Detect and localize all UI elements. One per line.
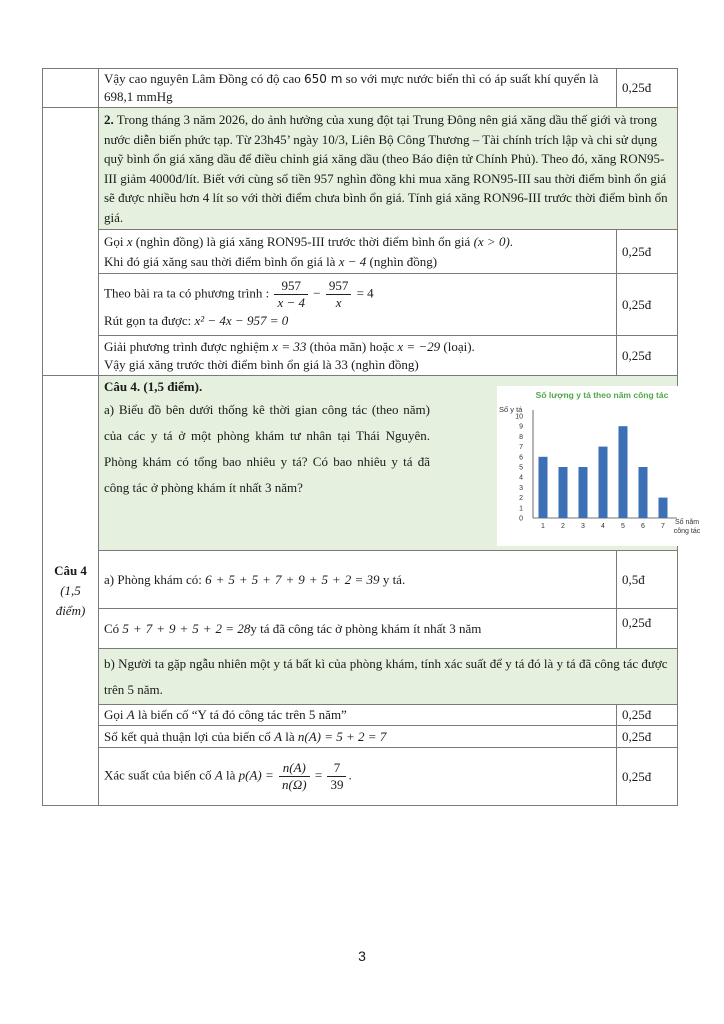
y-tick-label: 10 xyxy=(515,413,523,421)
score: 0,25đ xyxy=(617,274,678,336)
table-row xyxy=(43,551,678,609)
sum-term: 5 xyxy=(228,571,235,587)
x-axis-label: Số năm công tác xyxy=(673,519,701,535)
score: 0,25đ xyxy=(617,230,678,274)
solution-2-step1: Gọi x (nghìn đồng) là giá xăng RON95-III trước thời điểm bình ổn giá (x > 0). Khi đó giá xăng sau thời điểm bình ổn giá là x − 4 (nghìn đồng) xyxy=(99,230,617,274)
row1-text: Vậy cao nguyên Lâm Đồng có độ cao 650 m so với mực nước biển thì có áp suất khí quyển là 698,1 mmHg xyxy=(99,69,617,108)
sum-term: 2 xyxy=(215,620,223,636)
plus-sign: + xyxy=(202,620,212,636)
sum-term: 5 xyxy=(192,620,199,636)
solution-2-step2: Theo bài ra ta có phương trình : $\frac{957}{x - 4}$ − $\frac{957}{x}$ = 4 Rút gọn ta được: x² − 4x − 957 = 0 xyxy=(99,274,617,336)
score: 0,25đ xyxy=(617,726,678,748)
solution-2-step3: Giải phương trình được nghiệm x = 33 (thỏa mãn) hoặc x = −29 (loại). Vậy giá xăng trước thời điểm bình ổn giá là 33 (nghìn đồng) xyxy=(99,336,617,376)
answer-table xyxy=(42,68,701,806)
fraction: $\frac{7}{39}$ xyxy=(327,760,346,793)
score: 0,25đ xyxy=(617,69,678,108)
problem-2-text: 2. Trong tháng 3 năm 2026, do ảnh hưởng của xung đột tại Trung Đông nên giá xăng dầu thế giới và trong nước diễn biến phức tạp. Từ 23h45’ ngày 10/3, Liên Bộ Công Thương – Tài chính trích lập và chi sử dụng quỹ bình ổn giá xăng dầu để điều chỉnh giá xăng dầu (theo Báo điện tử Chính Phủ). Theo đó, xăng RON95-III giảm 4000đ/lít. Biết với cùng số tiền 957 nghìn đồng khi mua xăng RON95-III sau thời điểm bình ổn giá sẽ được nhiều hơn 4 lít so với thời điểm chưa bình ổn giá. Tính giá xăng RON96-III trước thời điểm bình ổn giá. xyxy=(99,108,678,230)
plus-sign: + xyxy=(285,571,295,587)
chart-title: Số lượng y tá theo năm công tác xyxy=(535,390,669,400)
x-tick-label: 6 xyxy=(641,523,645,530)
answer-b3: Xác suất của biến cố A là p(A) = $\frac{n(A)}{n(\Omega)}$ = $\frac{7}{39}$ . xyxy=(99,748,617,806)
y-tick-label: 5 xyxy=(519,464,523,472)
table-row xyxy=(43,748,678,806)
fraction: $\frac{957}{x}$ xyxy=(326,278,352,311)
page-number: 3 xyxy=(358,948,366,964)
y-tick-label: 7 xyxy=(519,444,523,452)
table-row xyxy=(43,108,678,230)
sum-term: 9 xyxy=(168,620,176,636)
y-tick-label: 1 xyxy=(519,505,523,513)
bar xyxy=(619,426,628,518)
bar xyxy=(599,447,608,518)
plus-sign: + xyxy=(332,571,341,587)
question-4-text: Câu 4. (1,5 điểm). a) Biểu đồ bên dưới thống kê thời gian công tác (theo năm) của các y tá ở một phòng khám tư nhân tại Thái Nguyên. Phòng khám có tổng bao nhiêu y tá? Có bao nhiêu y tá đã công tác ở phòng khám ít nhất 3 năm? Số lượng y tá theo năm công tác Số y tá 0 1 2 3 4 5 6 7 8 9 10 1 2 3 4 5 6 7 Số năm công tác xyxy=(99,376,678,551)
table-row xyxy=(43,230,678,274)
table-row xyxy=(43,705,678,726)
answer-a2: Có 5 + 7 + 9 + 5 + 2 = 28y tá đã công tác ở phòng khám ít nhất 3 năm xyxy=(99,609,617,649)
sum-term: 5 xyxy=(122,620,129,636)
score: 0,5đ xyxy=(617,551,678,609)
plus-sign: + xyxy=(238,571,248,587)
sum-term: 2 xyxy=(344,571,352,587)
bar-chart xyxy=(497,386,707,546)
y-axis-label: Số y tá xyxy=(499,405,523,414)
x-tick-label: 2 xyxy=(561,523,565,530)
x-tick-label: 7 xyxy=(661,523,665,530)
y-tick-label: 6 xyxy=(519,454,523,462)
question-label: Câu 4 (1,5 điểm) xyxy=(43,376,99,806)
plus-sign: + xyxy=(156,620,165,636)
y-tick-label: 2 xyxy=(519,495,523,503)
bar xyxy=(639,467,648,518)
x-tick-label: 1 xyxy=(541,523,545,530)
plus-sign: + xyxy=(179,620,189,636)
x-tick-label: 5 xyxy=(621,523,625,530)
table-row xyxy=(43,726,678,748)
sum-term: 5 xyxy=(251,571,259,587)
sum-term: 7 xyxy=(274,571,282,587)
bar-chart-svg xyxy=(497,386,707,546)
bar xyxy=(659,498,668,518)
answer-a1: a) Phòng khám có: 6 + 5 + 5 + 7 + 9 + 5 + 2 = 39 y tá. xyxy=(99,551,617,609)
y-tick-label: 8 xyxy=(519,433,523,441)
score: 0,25đ xyxy=(617,705,678,726)
sum-term: 7 xyxy=(145,620,153,636)
score: 0,25đ xyxy=(617,609,678,649)
plus-sign: + xyxy=(308,571,318,587)
y-tick-label: 4 xyxy=(519,474,523,482)
table-row xyxy=(43,69,678,108)
plus-sign: + xyxy=(215,571,225,587)
score: 0,25đ xyxy=(617,336,678,376)
sum-terms xyxy=(205,572,351,587)
table-row xyxy=(43,274,678,336)
y-tick-label: 9 xyxy=(519,423,523,431)
answer-b1: Gọi A là biến cố “Y tá đó công tác trên 5 năm” xyxy=(99,705,617,726)
y-tick-label: 0 xyxy=(519,515,523,523)
plus-sign: + xyxy=(262,571,271,587)
fraction: $\frac{n(A)}{n(\Omega)}$ xyxy=(279,760,310,793)
table-row xyxy=(43,609,678,649)
table-row xyxy=(43,376,678,551)
x-tick-label: 4 xyxy=(601,523,605,530)
fraction: $\frac{957}{x - 4}$ xyxy=(274,278,308,311)
score: 0,25đ xyxy=(617,748,678,806)
bar xyxy=(559,467,568,518)
sum-term: 6 xyxy=(205,571,212,587)
bar xyxy=(539,457,548,518)
bar xyxy=(579,467,588,518)
sum-terms xyxy=(122,621,222,636)
answer-b2: Số kết quả thuận lợi của biến cố A là n(A) = 5 + 2 = 7 xyxy=(99,726,617,748)
table-row xyxy=(43,649,678,705)
question-4b-text: b) Người ta gặp ngẫu nhiên một y tá bất kì của phòng khám, tính xác suất để y tá đó là y tá đã công tác được trên 5 năm. xyxy=(99,649,678,705)
plus-sign: + xyxy=(132,620,142,636)
y-tick-label: 3 xyxy=(519,484,523,492)
sum-term: 9 xyxy=(298,571,305,587)
x-tick-label: 3 xyxy=(581,523,585,530)
sum-term: 5 xyxy=(321,571,328,587)
table-row xyxy=(43,336,678,376)
